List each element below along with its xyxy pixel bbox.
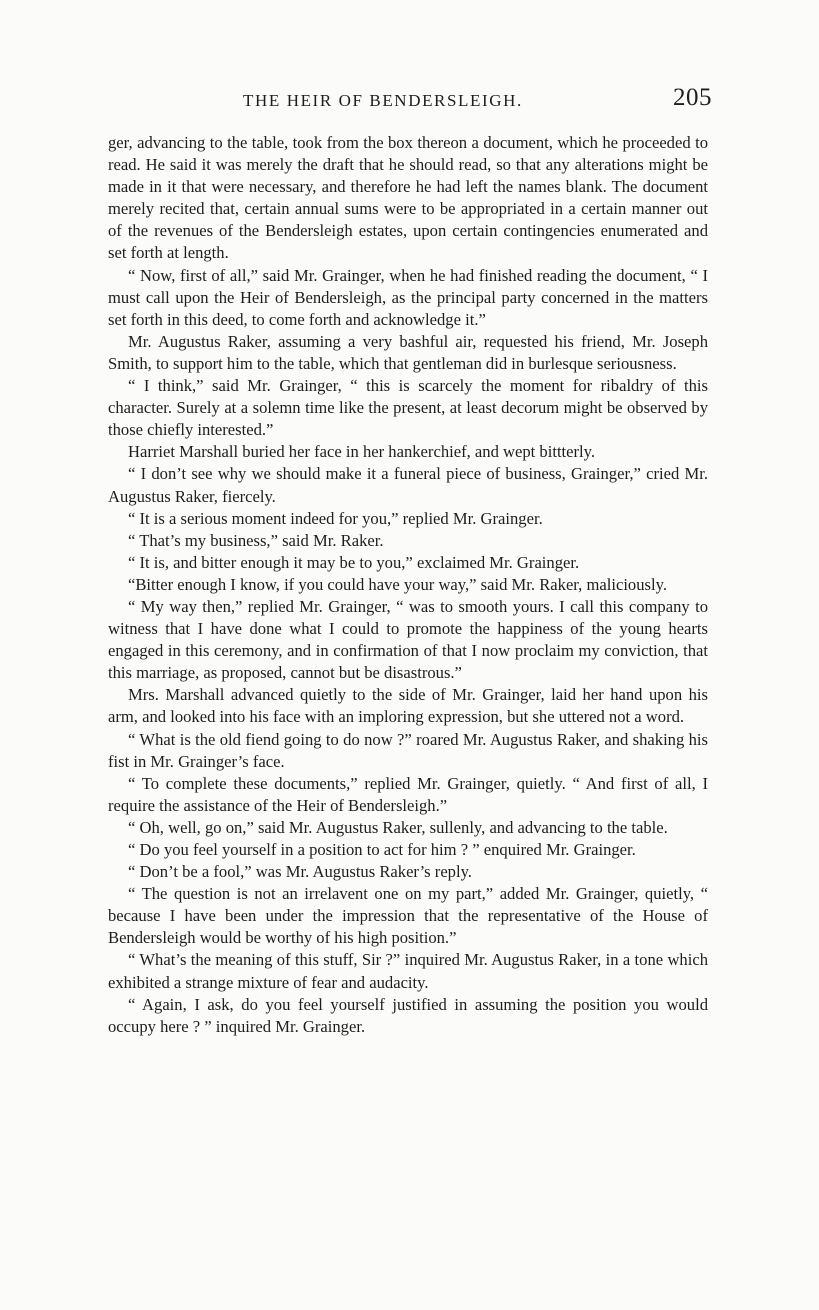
paragraph: “ I don’t see why we should make it a funeral piece of business, Grainger,” cried Mr. Augustus Raker, fiercely. [108, 464, 708, 506]
page-header [108, 84, 712, 114]
paragraph: Mrs. Marshall advanced quietly to the side of Mr. Grainger, laid her hand upon his arm, and looked into his face with an imploring expression, but she uttered not a word. [108, 685, 708, 727]
paragraph: “ It is a serious moment indeed for you,” replied Mr. Grainger. [128, 508, 543, 528]
paragraph: Mr. Augustus Raker, assuming a very bashful air, requested his friend, Mr. Joseph Smith, to support him to the table, which that gentleman did in burlesque seriousness. [108, 331, 708, 373]
paragraph: “ Now, first of all,” said Mr. Grainger, when he had finished reading the document, “ I must call upon the Heir of Bendersleigh, as the principal party concerned in the matters set forth in this deed, to come forth and acknowledge it.” [108, 265, 708, 329]
paragraph: “ What is the old fiend going to do now ?” roared Mr. Augustus Raker, and shaking his fist in Mr. Grainger’s face. [108, 729, 708, 771]
paragraph: “ It is, and bitter enough it may be to you,” exclaimed Mr. Grainger. [128, 552, 580, 572]
paragraph: “ To complete these documents,” replied Mr. Grainger, quietly. “ And first of all, I require the assistance of the Heir of Bendersleigh.” [108, 773, 708, 815]
paragraph: “ That’s my business,” said Mr. Raker. [128, 530, 384, 550]
body-text [108, 132, 708, 1038]
paragraph: Harriet Marshall buried her face in her hankerchief, and wept bittterly. [128, 442, 596, 462]
page-number: 205 [673, 84, 712, 111]
paragraph: ger, advancing to the table, took from the box thereon a document, which he proceeded to read. He said it was merely the draft that he should read, so that any alterations might be made in it that were necessary, and therefore he had left the names blank. The document merely recited that, certain annual sums were to be appropriated in a certain manner out of the revenues of the Bendersleigh estates, upon certain contingencies enumerated and set forth at length. [108, 133, 708, 263]
paragraph: “ Again, I ask, do you feel yourself justified in assuming the position you would occupy here ? ” inquired Mr. Grainger. [108, 994, 708, 1036]
paragraph: “Bitter enough I know, if you could have your way,” said Mr. Raker, maliciously. [128, 574, 667, 594]
paragraph: “ The question is not an irrelavent one on my part,” added Mr. Grainger, quietly, “ because I have been under the impression that the representative of the House of Bendersleigh would be worthy of his high position.” [108, 884, 708, 948]
running-title: THE HEIR OF BENDERSLEIGH. [243, 91, 523, 110]
paragraph: “ I think,” said Mr. Grainger, “ this is scarcely the moment for ribaldry of this character. Surely at a solemn time like the present, at least decorum might be observed by those chiefly interested.” [108, 376, 708, 440]
paragraph: “ Oh, well, go on,” said Mr. Augustus Raker, sullenly, and advancing to the table. [128, 817, 668, 837]
paragraph: “ Do you feel yourself in a position to act for him ? ” enquired Mr. Grainger. [128, 840, 636, 859]
paragraph: “ My way then,” replied Mr. Grainger, “ was to smooth yours. I call this company to witness that I have done what I could to promote the happiness of the young hearts engaged in this ceremony, and in confirmation of that I now proclaim my conviction, that this marriage, as proposed, cannot but be disastrous.” [108, 596, 708, 683]
paragraph: “ What’s the meaning of this stuff, Sir ?” inquired Mr. Augustus Raker, in a tone which exhibited a strange mixture of fear and audacity. [108, 950, 708, 992]
paragraph: “ Don’t be a fool,” was Mr. Augustus Raker’s reply. [128, 862, 472, 882]
